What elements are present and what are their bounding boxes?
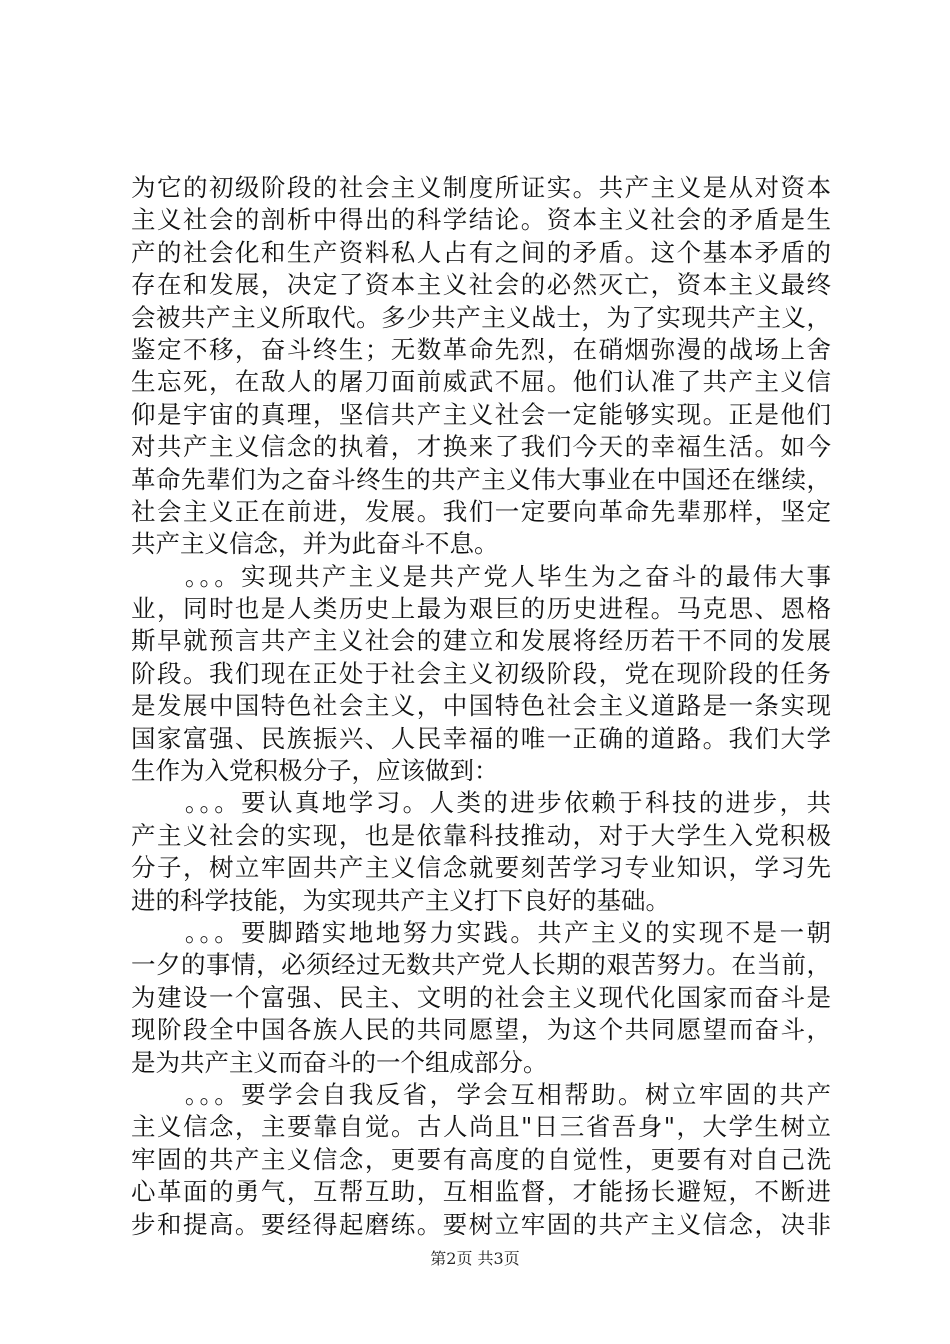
text-line: 生忘死，在敌人的屠刀面前威武不屈。他们认准了共产主义信 bbox=[131, 367, 831, 397]
text-line: 是为共产主义而奋斗的一个组成部分。 bbox=[131, 1047, 548, 1077]
text-line: 主义信念，主要靠自觉。古人尚且"日三省吾身"，大学生树立 bbox=[131, 1112, 831, 1142]
text-line: 革命先辈们为之奋斗终生的共产主义伟大事业在中国还在继续， bbox=[131, 464, 831, 494]
text-line: 。。。实现共产主义是共产党人毕生为之奋斗的最伟大事 bbox=[131, 561, 831, 591]
text-line: 为它的初级阶段的社会主义制度所证实。共产主义是从对资本 bbox=[131, 173, 831, 202]
text-line: 是发展中国特色社会主义，中国特色社会主义道路是一条实现 bbox=[131, 691, 831, 721]
text-line: 。。。要认真地学习。人类的进步依赖于科技的进步，共 bbox=[131, 788, 831, 818]
page-number: 第2页 共3页 bbox=[430, 1249, 520, 1268]
document-body bbox=[131, 172, 831, 1241]
text-line: 共产主义信念，并为此奋斗不息。 bbox=[131, 529, 499, 559]
text-line: 存在和发展，决定了资本主义社会的必然灭亡，资本主义最终 bbox=[131, 270, 831, 300]
text-line: 产主义社会的实现，也是依靠科技推动，对于大学生入党积极 bbox=[131, 820, 831, 850]
text-line: 心革面的勇气，互帮互助，互相监督，才能扬长避短，不断进 bbox=[131, 1177, 831, 1207]
text-line: 现阶段全中国各族人民的共同愿望，为这个共同愿望而奋斗， bbox=[131, 1015, 831, 1045]
text-line: 进的科学技能，为实现共产主义打下良好的基础。 bbox=[131, 885, 670, 915]
text-line: 。。。要学会自我反省，学会互相帮助。树立牢固的共产 bbox=[131, 1079, 831, 1109]
text-line: 生作为入党积极分子，应该做到： bbox=[131, 756, 499, 786]
text-line: 鉴定不移，奋斗终生；无数革命先烈，在硝烟弥漫的战场上舍 bbox=[131, 334, 831, 364]
text-line: 牢固的共产主义信念，更要有高度的自觉性，更要有对自己洗 bbox=[131, 1144, 831, 1174]
text-line: 国家富强、民族振兴、人民幸福的唯一正确的道路。我们大学 bbox=[131, 723, 831, 753]
text-line: 仰是宇宙的真理，坚信共产主义社会一定能够实现。正是他们 bbox=[131, 399, 831, 429]
text-line: 业，同时也是人类历史上最为艰巨的历史进程。马克思、恩格 bbox=[131, 594, 831, 624]
text-line: 社会主义正在前进，发展。我们一定要向革命先辈那样，坚定 bbox=[131, 496, 831, 526]
text-line: 主义社会的剖析中得出的科学结论。资本主义社会的矛盾是生 bbox=[131, 205, 831, 235]
text-line: 阶段。我们现在正处于社会主义初级阶段，党在现阶段的任务 bbox=[131, 658, 831, 688]
text-line: 步和提高。要经得起磨练。要树立牢固的共产主义信念，决非 bbox=[131, 1209, 831, 1239]
text-line: 分子，树立牢固共产主义信念就要刻苦学习专业知识，学习先 bbox=[131, 853, 831, 883]
text-line: 一夕的事情，必须经过无数共产党人长期的艰苦努力。在当前， bbox=[131, 950, 831, 980]
text-line: 斯早就预言共产主义社会的建立和发展将经历若干不同的发展 bbox=[131, 626, 831, 656]
text-line: 。。。要脚踏实地地努力实践。共产主义的实现不是一朝 bbox=[131, 917, 831, 947]
text-line: 对共产主义信念的执着，才换来了我们今天的幸福生活。如今 bbox=[131, 432, 831, 462]
text-line: 产的社会化和生产资料私人占有之间的矛盾。这个基本矛盾的 bbox=[131, 237, 831, 267]
text-line: 会被共产主义所取代。多少共产主义战士，为了实现共产主义， bbox=[131, 302, 831, 332]
text-line: 为建设一个富强、民主、文明的社会主义现代化国家而奋斗是 bbox=[131, 982, 831, 1012]
